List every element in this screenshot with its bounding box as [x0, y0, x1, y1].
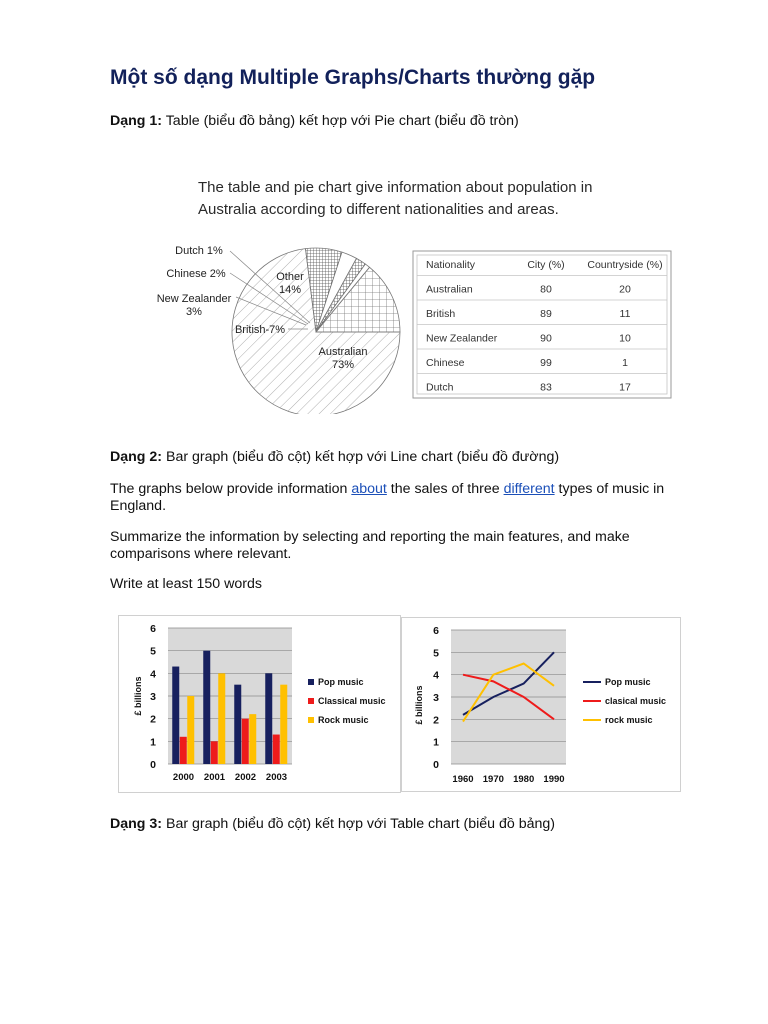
- bar-xtick-2003: 2003: [265, 772, 288, 783]
- bar-rock-music-2003: [280, 685, 287, 764]
- table-cell-australian-1: 80: [540, 283, 552, 296]
- line-xtick-1980: 1980: [513, 774, 535, 785]
- nationality-table: [413, 251, 671, 398]
- line-xtick-1960: 1960: [452, 774, 474, 785]
- bar-classical-music-2003: [273, 735, 280, 764]
- bar-ytick: 2: [150, 713, 156, 726]
- pie-label-australian: Australian 73%: [318, 346, 368, 371]
- table-header-nationality: Nationality: [426, 259, 476, 271]
- bar-legend-rock-music: Rock music: [318, 715, 369, 725]
- table-cell-new-zealander-1: 90: [540, 332, 552, 345]
- figure-line-chart: [401, 617, 681, 792]
- pie-label-new-zealander: New Zealander 3%: [156, 293, 232, 318]
- table-cell-australian-2: 20: [619, 283, 631, 296]
- bar-ylabel: £ billions: [133, 676, 143, 716]
- bar-pop-music-2000: [172, 667, 179, 764]
- bar-ytick: 0: [150, 759, 156, 771]
- line-legend-pop-music: Pop music: [605, 677, 651, 687]
- figure-bar-chart: [118, 615, 401, 793]
- line-ytick: 6: [433, 625, 439, 637]
- type3-text: Bar graph (biểu đồ cột) kết hợp với Table chart (biểu đồ bảng): [165, 816, 556, 832]
- task-summary: Summarize the information by selecting and reporting the main features, and make comparisons where relevant.: [110, 529, 630, 562]
- task-word-count: Write at least 150 words: [110, 576, 262, 592]
- type1-line: [110, 113, 519, 130]
- type2-label: Dạng 2:: [110, 449, 163, 465]
- bar-pop-music-2002: [234, 685, 241, 764]
- table-cell-chinese-1: 99: [540, 357, 552, 369]
- bar-xtick-2002: 2002: [234, 772, 257, 783]
- task-intro: [110, 481, 670, 515]
- about-link[interactable]: about: [351, 481, 387, 497]
- line-ytick: 4: [433, 669, 439, 682]
- figure1-caption-line1: The table and pie chart give information about population in: [198, 179, 593, 196]
- bar-xtick-2000: 2000: [172, 772, 195, 783]
- intro-middle: the sales of three: [386, 481, 504, 497]
- table-cell-australian-0: Australian: [426, 283, 473, 296]
- pie-label-dutch: Dutch 1%: [175, 245, 223, 257]
- bar-legend-swatch-rock-music: [308, 717, 314, 723]
- bar-ytick: 5: [150, 645, 156, 658]
- line-xtick-1970: 1970: [482, 774, 504, 785]
- different-link[interactable]: different: [503, 481, 555, 497]
- bar-classical-music-2002: [242, 719, 249, 764]
- type1-text: Table (biểu đồ bảng) kết hợp với Pie chart (biểu đồ tròn): [165, 113, 519, 129]
- pie-label-other: Other 14%: [276, 271, 304, 296]
- bar-classical-music-2001: [211, 741, 218, 764]
- table-cell-chinese-2: 1: [622, 357, 628, 369]
- line-ytick: 2: [433, 714, 439, 727]
- bar-ytick: 4: [150, 668, 156, 681]
- bar-ytick: 1: [150, 736, 156, 749]
- bar-legend-swatch-pop-music: [308, 679, 314, 685]
- type3-label: Dạng 3:: [110, 816, 163, 832]
- bar-pop-music-2001: [203, 651, 210, 764]
- pie-chart: [157, 245, 400, 414]
- table-cell-british-1: 89: [540, 308, 552, 320]
- table-cell-british-2: 11: [619, 308, 631, 320]
- table-cell-dutch-0: Dutch: [426, 381, 454, 394]
- line-ytick: 1: [433, 736, 439, 749]
- table-cell-dutch-2: 17: [619, 381, 631, 394]
- bar-classical-music-2000: [180, 737, 187, 764]
- table-header-countryside: Countryside (%): [587, 259, 663, 271]
- line-ylabel: £ billions: [414, 685, 424, 725]
- bar-rock-music-2000: [187, 696, 194, 764]
- bar-rock-music-2002: [249, 714, 256, 764]
- bar-legend-classical-music: Classical music: [318, 696, 386, 706]
- table-cell-new-zealander-0: New Zealander: [426, 332, 498, 345]
- pie-label-chinese: Chinese 2%: [166, 268, 226, 280]
- bar-ytick: 3: [150, 691, 156, 703]
- table-header-city: City (%): [527, 259, 565, 271]
- intro-before: The graphs below provide information: [110, 481, 352, 497]
- figure-pie-table: [148, 166, 678, 414]
- line-legend-clasical-music: clasical music: [605, 696, 667, 706]
- pie-label-british: British-7%: [234, 324, 286, 336]
- table-cell-dutch-1: 83: [540, 381, 552, 394]
- bar-legend-swatch-classical-music: [308, 698, 314, 704]
- bar-rock-music-2001: [218, 673, 225, 764]
- bar-pop-music-2003: [265, 673, 272, 764]
- type2-text: Bar graph (biểu đồ cột) kết hợp với Line chart (biểu đồ đường): [165, 449, 560, 465]
- bar-xtick-2001: 2001: [203, 772, 226, 783]
- figure1-caption-line2: Australia according to different nationalities and areas.: [198, 201, 559, 218]
- type1-label: Dạng 1:: [110, 113, 163, 129]
- type3-line: [110, 816, 555, 833]
- line-ytick: 0: [433, 759, 439, 771]
- line-xtick-1990: 1990: [543, 774, 565, 785]
- intro-after: types of music in England.: [110, 481, 665, 514]
- line-ytick: 5: [433, 647, 439, 660]
- bar-ytick: 6: [150, 623, 156, 635]
- page-title: Một số dạng Multiple Graphs/Charts thường gặp: [110, 66, 596, 89]
- type2-line: [110, 449, 559, 466]
- line-ytick: 3: [433, 692, 439, 704]
- table-cell-new-zealander-2: 10: [619, 332, 631, 345]
- line-legend-rock-music: rock music: [605, 715, 653, 725]
- table-cell-chinese-0: Chinese: [426, 357, 465, 369]
- bar-legend-pop-music: Pop music: [318, 677, 364, 687]
- table-cell-british-0: British: [426, 308, 456, 320]
